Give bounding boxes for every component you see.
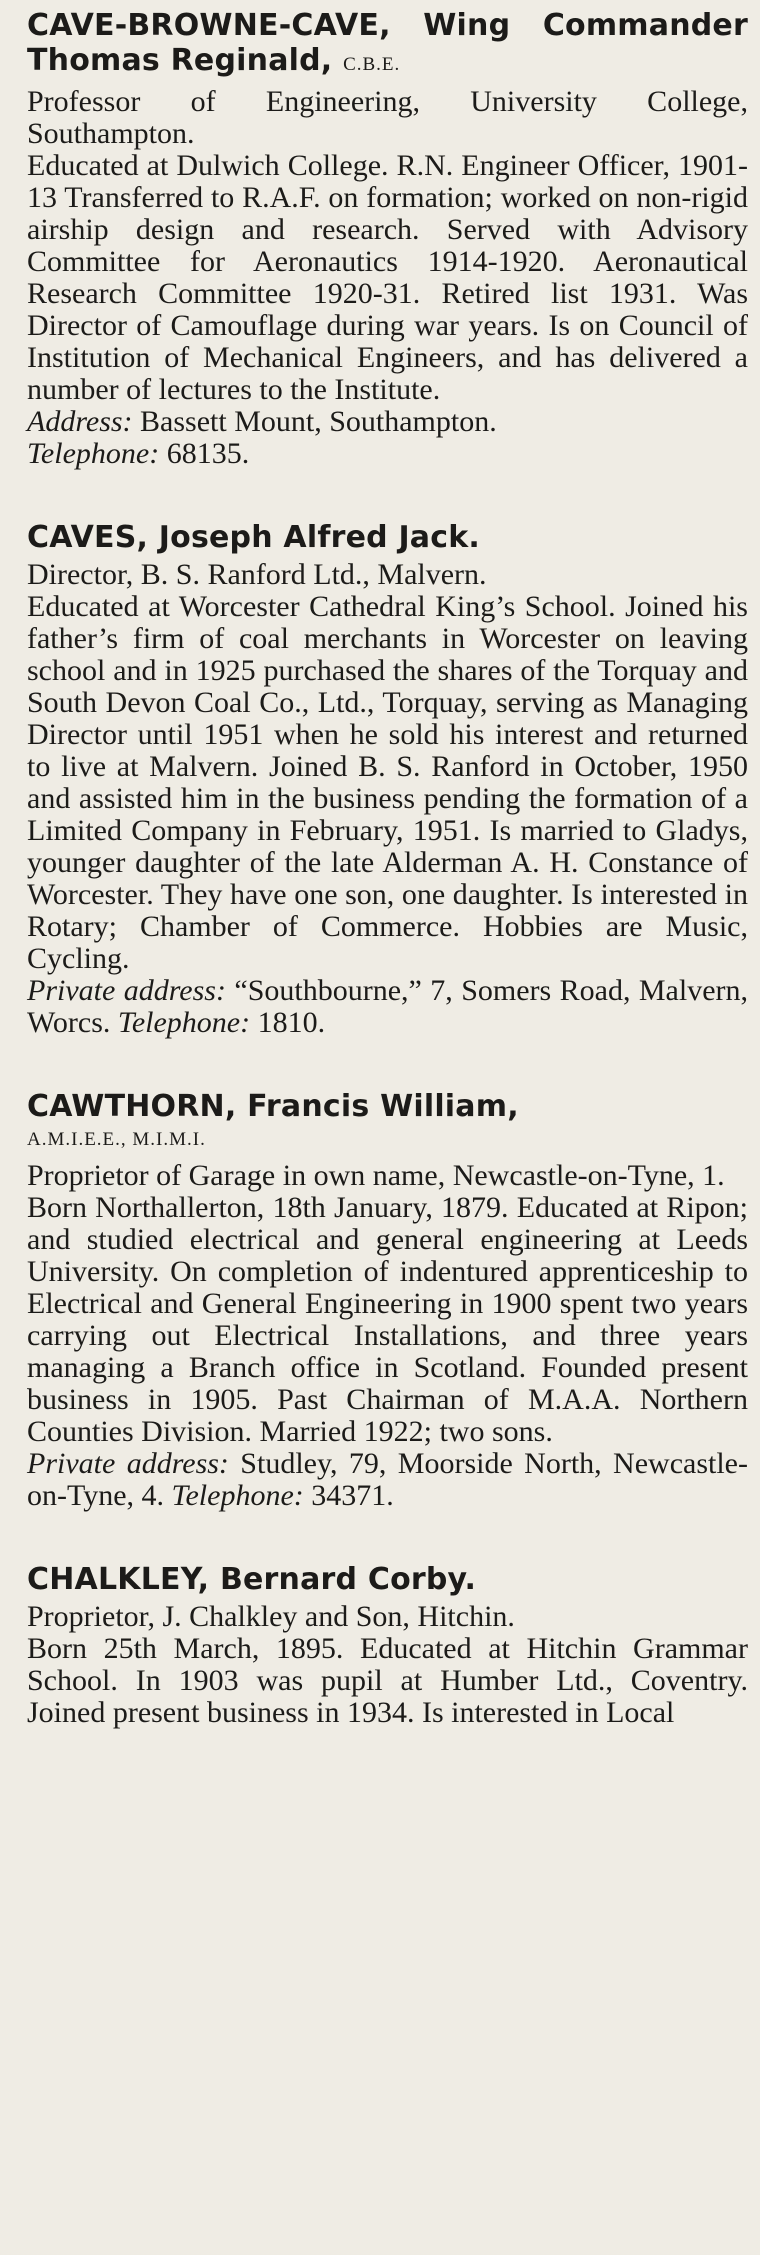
entry-given-names: Francis William, xyxy=(247,1089,519,1124)
entry-surname: CAWTHORN, xyxy=(27,1089,237,1124)
entry-biography: Born 25th March, 1895. Educated at Hitchin Grammar School. In 1903 was pupil at Humber Ltd., Coventry. Joined present business in 1934. Is interested in Local xyxy=(27,1632,748,1729)
entry-position: Proprietor of Garage in own name, Newcastle-on-Tyne, 1. xyxy=(27,1159,725,1192)
entry-honours: C.B.E. xyxy=(343,54,401,75)
address-value: “Southbourne,” 7, Somers Road, Malvern, Worcs. xyxy=(27,974,749,1039)
telephone-label: Telephone: xyxy=(117,1006,251,1039)
directory-entry xyxy=(27,520,748,1039)
entry-heading xyxy=(27,8,748,82)
entry-honours: A.M.I.E.E., M.I.M.I. xyxy=(27,1129,206,1150)
entry-position: Proprietor, J. Chalkley and Son, Hitchin. xyxy=(27,1600,515,1633)
directory-entry xyxy=(27,1562,748,1729)
entry-heading xyxy=(27,520,748,555)
entry-surname: CAVES, xyxy=(27,520,149,555)
directory-entry xyxy=(27,1089,748,1512)
directory-entry xyxy=(27,8,748,470)
entry-biography: Born Northallerton, 18th January, 1879. Educated at Ripon; and studied electrical and general engineering at Leeds University. On completion of indentured apprenticeship to Electrical and General Engineering in 1900 spent two years carrying out Electrical Installations, and three years managing a Branch office in Scotland. Founded present business in 1905. Past Chairman of M.A.A. Northern Counties Division. Married 1922; two sons. xyxy=(27,1191,748,1448)
telephone-value: 68135. xyxy=(166,437,250,470)
entry-surname: CHALKLEY, xyxy=(27,1562,210,1597)
telephone-label: Telephone: xyxy=(171,1479,304,1512)
address-label: Private address: xyxy=(27,974,226,1007)
entry-given-names: Joseph Alfred Jack. xyxy=(158,520,480,555)
address-label: Address: xyxy=(27,405,133,438)
entry-heading xyxy=(27,1562,748,1597)
address-value: Studley, 79, Moorside North, Newcastle-on-Tyne, 4. xyxy=(27,1447,748,1512)
telephone-value: 1810. xyxy=(257,1006,326,1039)
entry-biography: Educated at Worcester Cathedral King’s School. Joined his father’s firm of coal merchants in Worcester on leaving school and in 1925 purchased the shares of the Torquay and South Devon Coal Co., Ltd., Torquay, serving as Managing Director until 1951 when he sold his interest and returned to live at Malvern. Joined B. S. Ranford in October, 1950 and assisted him in the business pending the formation of a Limited Company in February, 1951. Is married to Gladys, younger daughter of the late Alderman A. H. Constance of Worcester. They have one son, one daughter. Is interested in Rotary; Chamber of Commerce. Hobbies are Music, Cycling. xyxy=(27,590,748,975)
entry-surname: CAVE-BROWNE-CAVE, xyxy=(27,8,391,43)
telephone-value: 34371. xyxy=(311,1479,394,1512)
address-value: Bassett Mount, Southampton. xyxy=(140,405,497,438)
entry-heading xyxy=(27,1089,748,1124)
entry-biography: Educated at Dulwich College. R.N. Engineer Officer, 1901-13 Transferred to R.A.F. on formation; worked on non-rigid airship design and research. Served with Advisory Committee for Aeronautics 1914-1920. Aeronautical Research Committee 1920-31. Retired list 1931. Was Director of Camouflage during war years. Is on Council of Institution of Mechanical Engineers, and has delivered a number of lectures to the Institute. xyxy=(27,149,748,406)
telephone-label: Telephone: xyxy=(27,437,160,470)
entry-position: Director, B. S. Ranford Ltd., Malvern. xyxy=(27,558,487,591)
entry-given-names: Bernard Corby. xyxy=(219,1562,477,1597)
entry-contact xyxy=(27,1448,748,1512)
entry-position: Professor of Engineering, University College, Southampton. xyxy=(27,85,748,150)
entry-given-names: Wing Commander Thomas Reginald, xyxy=(27,8,748,78)
entry-contact xyxy=(27,975,748,1039)
entry-contact xyxy=(27,406,748,470)
address-label: Private address: xyxy=(27,1447,229,1480)
